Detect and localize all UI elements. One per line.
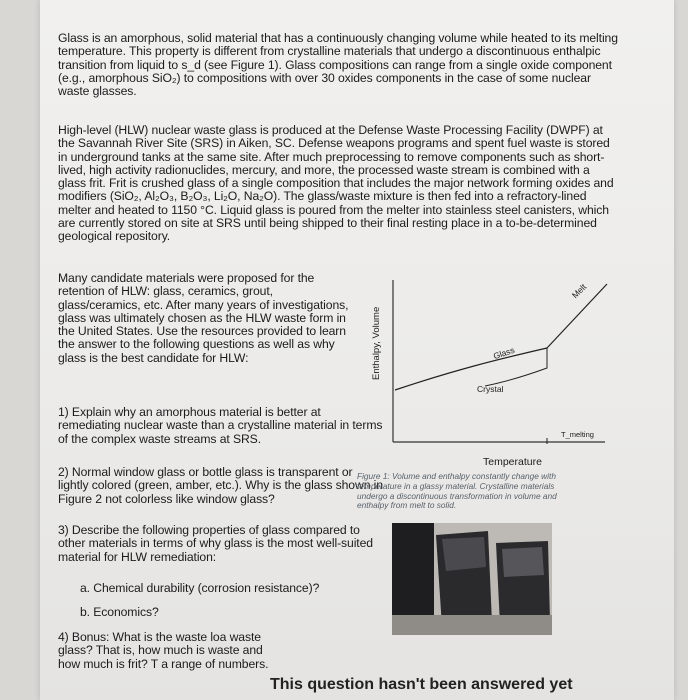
paragraph-hlw: High-level (HLW) nuclear waste glass is produced at the Defense Waste Processing Facility (DWPF) at the Savannah River Site (SRS) in Aiken, SC. Defense weapons programs and spent fuel waste is stored in underground tanks at the same site. After much preprocessing to remove components such as short-lived, high activity radionuclides, mercury, and more, the processed waste stream is combined with a glass frit. Frit is crushed glass of a single composition that includes the major network forming oxides and modifiers (SiO₂, Al₂O₃, B₂O₃, Li₂O, Na₂O). The glass/waste mixture is then fed into a refractory-lined melter and heated to 1150 °C. Liquid glass is poured from the melter into stainless steel canisters, which are currently stored on site at SRS until being shipped to their final resting place in a to-be-determined geological repository.	[58, 123, 614, 244]
glass-canister-image	[392, 523, 552, 635]
t-melting-label: T_melting	[561, 430, 594, 439]
unanswered-banner: This question hasn't been answered yet	[270, 676, 573, 693]
question-3b: b. Economics?	[80, 605, 159, 619]
paragraph-intro: Glass is an amorphous, solid material that has a continuously changing volume while heated to its melting temperature. This property is different from crystalline materials that undergo a discontinuous enthalpic transition from liquid to s_d (see Figure 1). Glass compositions can range from a single oxide component (e.g., amorphous SiO₂) to compositions with over 30 oxides components in the case of some nuclear waste glasses.	[58, 31, 618, 99]
figure-1-caption: Figure 1: Volume and enthalpy constantly change with temperature in a glassy material. Crystalline materials undergo a discontinuous transformation in volume and enthalpy from melt to solid.	[357, 471, 557, 511]
y-axis-label: Enthalpy, Volume	[371, 306, 382, 380]
question-3: 3) Describe the following properties of glass compared to other materials in terms of why glass is the most well-suited material for HLW remediation:	[58, 523, 373, 564]
figure-1-chart	[335, 272, 617, 487]
glass-label: Glass	[491, 344, 516, 362]
glass-melt-curve	[395, 281, 607, 390]
crystal-label: Crystal	[477, 384, 504, 394]
question-4: 4) Bonus: What is the waste loa waste glass? That is, how much is waste and how much is frit? T a range of numbers.	[58, 630, 269, 671]
x-axis-label: Temperature	[483, 456, 542, 468]
question-3a: a. Chemical durability (corrosion resistance)?	[80, 581, 320, 595]
question-2: 2) Normal window glass or bottle glass is transparent or lightly colored (green, amber, etc.). Why is the glass shown in Figure 2 not colorless like window glass?	[58, 465, 383, 506]
melt-label: Melt	[569, 281, 589, 301]
figure-2-photo	[392, 523, 552, 635]
question-1: 1) Explain why an amorphous material is better at remediating nuclear waste than a crystalline material in terms of the complex waste streams at SRS.	[58, 405, 383, 446]
paragraph-candidates: Many candidate materials were proposed for the retention of HLW: glass, ceramics, grout, glass/ceramics, etc. After many years of investigations, glass was ultimately chosen as the HLW waste form in the United States. Use the resources provided to learn the answer to the following questions as well as why glass is the best candidate for HLW:	[58, 271, 349, 365]
